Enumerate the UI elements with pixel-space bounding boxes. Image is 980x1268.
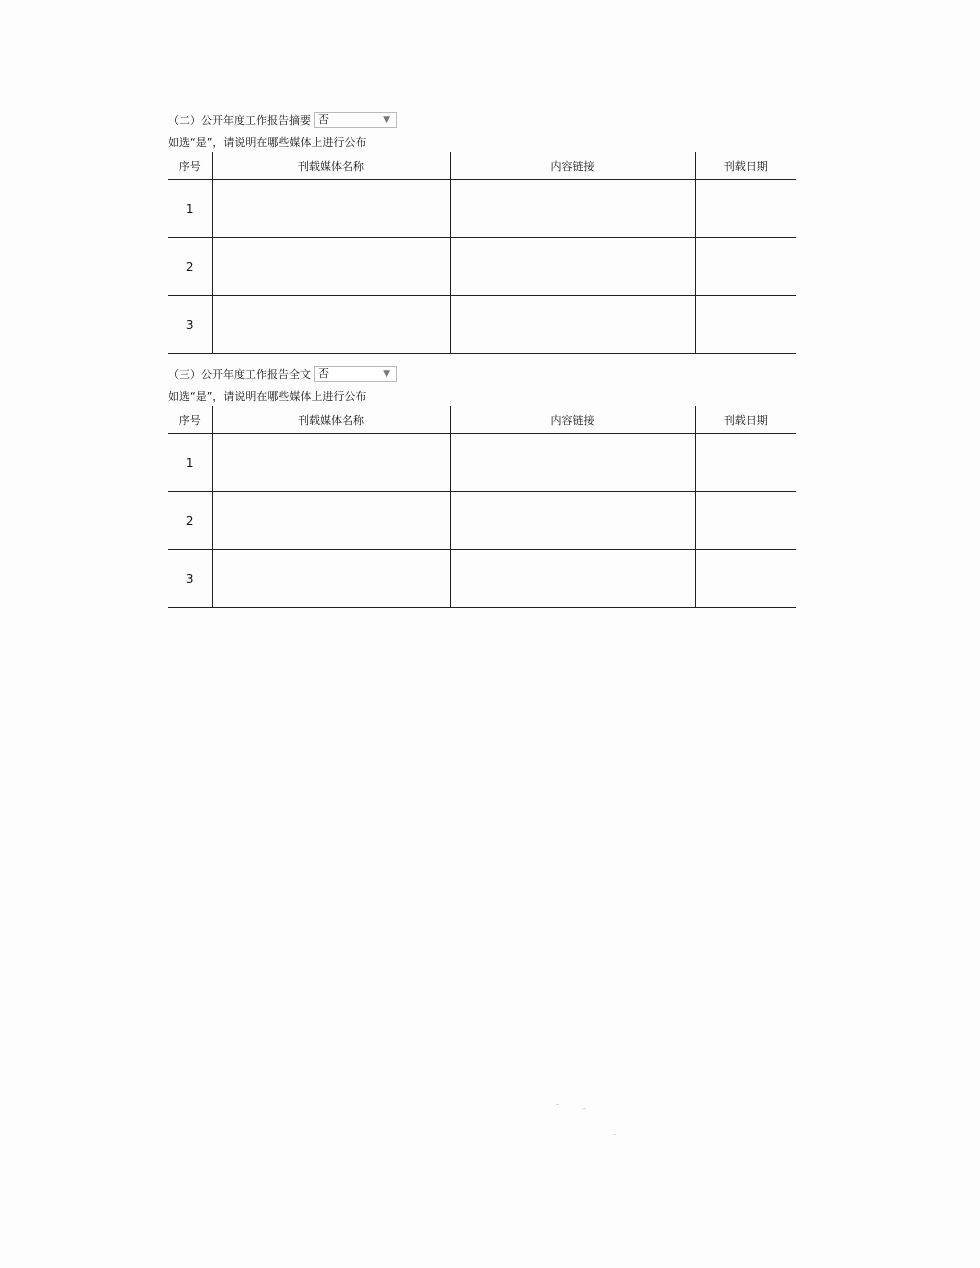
col-header-media-name: 刊载媒体名称 xyxy=(212,406,450,434)
publish-date-cell[interactable] xyxy=(695,434,796,492)
table-row xyxy=(168,492,796,550)
table-row xyxy=(168,434,796,492)
publish-note: 如选“是”，请说明在哪些媒体上进行公布 xyxy=(168,136,367,149)
col-header-index: 序号 xyxy=(168,152,212,180)
table-row xyxy=(168,238,796,296)
media-table xyxy=(168,152,796,354)
section-header xyxy=(168,110,796,130)
media-name-cell[interactable] xyxy=(212,180,450,238)
col-header-content-link: 内容链接 xyxy=(450,152,695,180)
table-row xyxy=(168,550,796,608)
content-link-cell[interactable] xyxy=(450,180,695,238)
col-header-index: 序号 xyxy=(168,406,212,434)
section-title: （二）公开年度工作报告摘要 xyxy=(168,114,311,127)
section-header xyxy=(168,364,796,384)
col-header-publish-date: 刊载日期 xyxy=(695,406,796,434)
content-link-cell[interactable] xyxy=(450,550,695,608)
table-header-row xyxy=(168,406,796,434)
row-index: 3 xyxy=(168,550,212,608)
table-header-row xyxy=(168,152,796,180)
section-report-summary xyxy=(168,110,796,354)
publish-date-cell[interactable] xyxy=(695,550,796,608)
scan-speck xyxy=(613,1134,616,1135)
col-header-content-link: 内容链接 xyxy=(450,406,695,434)
table-row xyxy=(168,180,796,238)
publish-note: 如选“是”，请说明在哪些媒体上进行公布 xyxy=(168,390,367,403)
content-link-cell[interactable] xyxy=(450,238,695,296)
content-link-cell[interactable] xyxy=(450,492,695,550)
publish-date-cell[interactable] xyxy=(695,492,796,550)
section-title: （三）公开年度工作报告全文 xyxy=(168,368,311,381)
media-name-cell[interactable] xyxy=(212,238,450,296)
publish-summary-select[interactable] xyxy=(314,112,397,128)
row-index: 3 xyxy=(168,296,212,354)
col-header-media-name: 刊载媒体名称 xyxy=(212,152,450,180)
content-link-cell[interactable] xyxy=(450,434,695,492)
table-row xyxy=(168,296,796,354)
row-index: 2 xyxy=(168,492,212,550)
row-index: 1 xyxy=(168,180,212,238)
scan-speck xyxy=(556,1104,559,1105)
publish-date-cell[interactable] xyxy=(695,180,796,238)
media-name-cell[interactable] xyxy=(212,434,450,492)
publish-date-cell[interactable] xyxy=(695,238,796,296)
publish-date-cell[interactable] xyxy=(695,296,796,354)
scan-speck xyxy=(583,1108,586,1109)
row-index: 1 xyxy=(168,434,212,492)
media-table xyxy=(168,406,796,608)
row-index: 2 xyxy=(168,238,212,296)
select-value: 否 xyxy=(318,367,329,380)
col-header-publish-date: 刊载日期 xyxy=(695,152,796,180)
publish-full-text-select[interactable] xyxy=(314,366,397,382)
media-name-cell[interactable] xyxy=(212,492,450,550)
select-value: 否 xyxy=(318,113,329,126)
chevron-down-icon: ▼ xyxy=(383,115,390,125)
media-name-cell[interactable] xyxy=(212,550,450,608)
media-name-cell[interactable] xyxy=(212,296,450,354)
content-link-cell[interactable] xyxy=(450,296,695,354)
chevron-down-icon: ▼ xyxy=(383,369,390,379)
section-report-full-text xyxy=(168,364,796,608)
